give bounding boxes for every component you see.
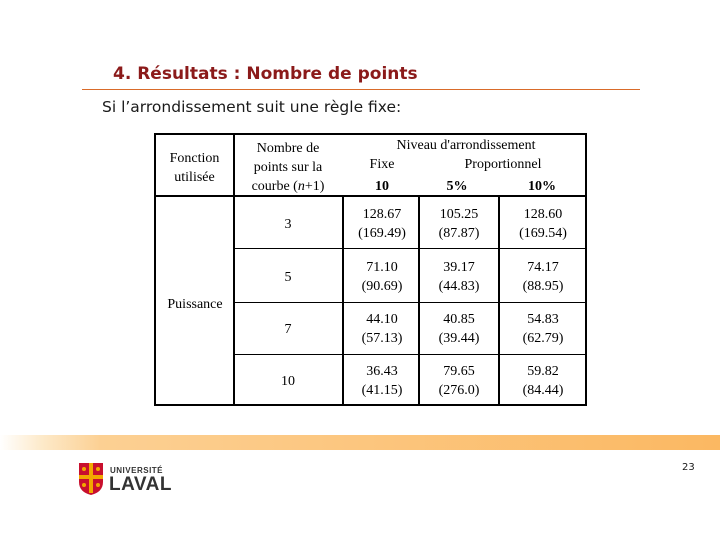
header-proportionnel: Proportionnel: [464, 157, 542, 172]
row2-prop5: [420, 258, 498, 296]
row3-prop5: [420, 310, 498, 348]
row4-prop5-value: 79.65: [443, 364, 475, 379]
row1-prop5-value: 105.25: [439, 207, 479, 222]
row2-fixe-value: 71.10: [366, 260, 398, 275]
title-underline: [82, 89, 640, 90]
header-fonction: [156, 149, 233, 187]
row2-points: 5: [284, 270, 292, 285]
grid-vline-1: [233, 135, 235, 406]
header-points-line3: [236, 177, 340, 196]
row1-prop10: [500, 205, 586, 243]
row2-prop10-value: 74.17: [527, 260, 559, 275]
row4-prop10-paren: (84.44): [522, 383, 564, 398]
grid-hline-row2: [234, 302, 587, 303]
row3-fixe: [346, 310, 418, 348]
logo-university-label: UNIVERSITÉ: [110, 466, 164, 475]
slide-subtitle: Si l’arrondissement suit une règle fixe:: [102, 98, 402, 116]
row2-prop10-paren: (88.95): [522, 279, 564, 294]
header-prop-10: 10%: [528, 179, 556, 194]
row4-fixe-paren: (41.15): [361, 383, 403, 398]
function-name-cell: Puissance: [167, 297, 223, 312]
footer-gradient-bar: [0, 435, 720, 450]
row3-fixe-paren: (57.13): [361, 331, 403, 346]
header-prop-5: 5%: [446, 179, 468, 194]
row3-points: 7: [284, 322, 292, 337]
slide-title: 4. Résultats : Nombre de points: [113, 64, 418, 84]
row4-prop5: [420, 362, 498, 400]
row3-prop10: [500, 310, 586, 348]
header-points-line1: Nombre de: [256, 141, 320, 156]
row3-prop10-value: 54.83: [527, 312, 559, 327]
row1-points: 3: [284, 217, 292, 232]
row2-prop5-value: 39.17: [443, 260, 475, 275]
row2-prop10: [500, 258, 586, 296]
row3-prop5-paren: (39.44): [438, 331, 480, 346]
header-fixe: Fixe: [369, 157, 395, 172]
header-points-line3-post: +1): [304, 179, 325, 194]
row1-prop5-paren: (87.87): [438, 226, 480, 241]
row3-fixe-value: 44.10: [366, 312, 398, 327]
row1-fixe: [346, 205, 418, 243]
header-points-line3-pre: courbe (: [251, 179, 298, 194]
row4-fixe-value: 36.43: [366, 364, 398, 379]
row1-prop10-value: 128.60: [523, 207, 563, 222]
header-points-line2: points sur la: [253, 160, 323, 175]
header-fixe-value: 10: [375, 179, 389, 194]
header-points-n: n: [297, 179, 305, 194]
row4-prop10: [500, 362, 586, 400]
row1-fixe-value: 128.67: [362, 207, 402, 222]
row2-fixe: [346, 258, 418, 296]
results-table: [154, 133, 587, 406]
row4-prop10-value: 59.82: [527, 364, 559, 379]
header-points: [236, 139, 340, 196]
row3-prop5-value: 40.85: [443, 312, 475, 327]
logo-laval-label: LAVAL: [109, 474, 173, 495]
slide-number: 23: [682, 462, 695, 473]
row4-prop5-paren: (276.0): [438, 383, 480, 398]
row1-prop10-paren: (169.54): [519, 226, 567, 241]
row2-fixe-paren: (90.69): [361, 279, 403, 294]
header-niveau: Niveau d'arrondissement: [396, 138, 536, 153]
header-fonction-line1: Fonction: [169, 151, 220, 166]
row2-prop5-paren: (44.83): [438, 279, 480, 294]
row4-points: 10: [281, 374, 295, 389]
grid-hline-row1: [234, 248, 587, 249]
row3-prop10-paren: (62.79): [522, 331, 564, 346]
row1-prop5: [420, 205, 498, 243]
laval-shield-icon: [78, 462, 104, 496]
row1-fixe-paren: (169.49): [358, 226, 406, 241]
grid-hline-header: [156, 195, 587, 197]
grid-hline-row3: [234, 354, 587, 355]
row4-fixe: [346, 362, 418, 400]
header-fonction-line2: utilisée: [174, 170, 215, 185]
